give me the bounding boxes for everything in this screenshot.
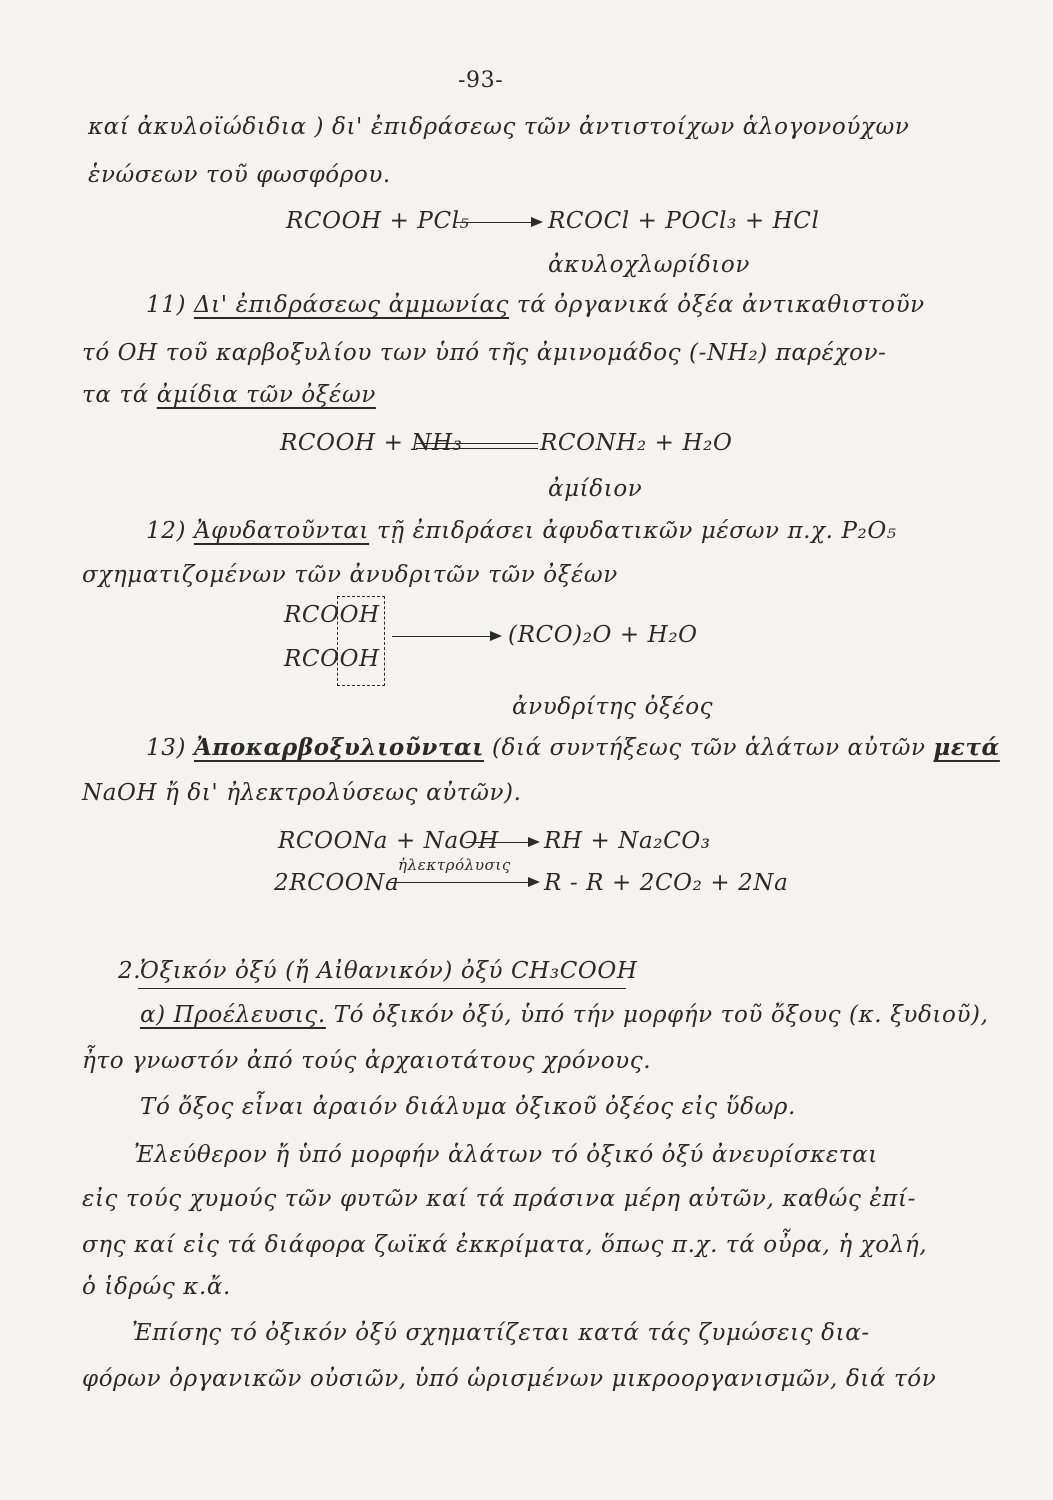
equation-1-right: RCOCl + POCl₃ + HCl — [548, 208, 820, 234]
equation-4-arrow — [466, 842, 538, 843]
text-line-1: καί ἀκυλοϊώδιδια ) δι' ἐπιδράσεως τῶν ἀντιστοίχων ἁλογονούχων — [88, 114, 910, 140]
section-2-underline — [138, 988, 626, 989]
equation-2-product-name: ἀμίδιον — [548, 476, 643, 502]
subsection-a-line-6: σης καί εἰς τά διάφορα ζωϊκά ἐκκρίματα, ὅπως π.χ. τά οὖρα, ἡ χολή, — [82, 1232, 928, 1258]
paragraph-11-line-3 — [82, 382, 376, 408]
subsection-a-line-3: Τό ὄξος εἶναι ἀραιόν διάλυμα ὀξικοῦ ὀξέος εἰς ὕδωρ. — [140, 1094, 796, 1120]
paragraph-13-line-2: NaOH ἤ δι' ἠλεκτρολύσεως αὐτῶν). — [82, 780, 522, 806]
equation-3-product-name: ἀνυδρίτης ὀξέος — [512, 694, 714, 720]
paragraph-12-text: τῇ ἐπιδράσει ἀφυδατικῶν μέσων π.χ. P₂O₅ — [376, 518, 897, 544]
subsection-a-text: Τό ὀξικόν ὀξύ, ὑπό τήν μορφήν τοῦ ὄξους (κ. ξυδιοῦ), — [333, 1002, 989, 1028]
subsection-a-line-2: ἦτο γνωστόν ἀπό τούς ἀρχαιοτάτους χρόνους. — [82, 1048, 652, 1074]
paragraph-12-heading: Ἀφυδατοῦνται — [193, 518, 370, 544]
paragraph-11-line-2: τό OH τοῦ καρβοξυλίου των ὑπό τῆς ἀμινομάδος (-NH₂) παρέχον- — [82, 340, 887, 366]
paragraph-12-line-1 — [146, 518, 897, 544]
subsection-a-line-1 — [140, 1002, 989, 1028]
equation-3-arrow — [392, 636, 500, 637]
paragraph-13-line-1 — [146, 734, 1000, 761]
paragraph-11-line-1 — [146, 292, 925, 318]
section-2-number: 2. — [118, 958, 142, 984]
section-2-title: Ὀξικόν ὀξύ (ἤ Αἰθανικόν) ὀξύ CH₃COOH — [140, 958, 638, 984]
equation-1-product-name: ἀκυλοχλωρίδιον — [548, 252, 750, 278]
equation-3-bottom-h: H — [359, 646, 380, 672]
equation-2-left: RCOOH + NH₃ — [280, 430, 463, 456]
subsection-a-line-9: φόρων ὀργανικῶν οὐσιῶν, ὑπό ὡρισμένων μικροοργανισμῶν, διά τόν — [82, 1366, 937, 1392]
paragraph-11-line-3-prefix: τα τά — [82, 382, 149, 408]
equation-3-bottom-group: RCOO — [284, 646, 360, 672]
equation-5-arrow — [388, 882, 538, 883]
equation-5-right: R - R + 2CO₂ + 2Na — [544, 870, 789, 896]
equation-3-top-oh: OH — [339, 602, 380, 628]
subsection-a-line-7: ὁ ἱδρώς κ.ἄ. — [82, 1274, 231, 1300]
equation-5-left: 2RCOONa — [274, 870, 400, 896]
equation-1-arrow — [455, 222, 541, 223]
equation-2-right: RCONH₂ + H₂O — [540, 430, 733, 456]
paragraph-12-number: 12) — [146, 518, 187, 544]
subsection-a-line-4: Ἐλεύθερον ἤ ὑπό μορφήν ἁλάτων τό ὀξικό ὀξύ ἀνευρίσκεται — [134, 1142, 878, 1168]
equation-3-right: (RCO)₂O + H₂O — [508, 622, 698, 648]
equation-3-top-group: RCO — [284, 602, 340, 628]
subsection-a-line-8: Ἐπίσης τό ὀξικόν ὀξύ σχηματίζεται κατά τάς ζυμώσεις δια- — [132, 1320, 870, 1346]
text-line-2: ἑνώσεων τοῦ φωσφόρου. — [88, 162, 391, 188]
paragraph-13-number: 13) — [146, 735, 187, 761]
paragraph-11-underlined: ἀμίδια τῶν ὀξέων — [156, 382, 376, 408]
paragraph-13-text: (διά συντήξεως τῶν ἁλάτων αὐτῶν — [491, 735, 926, 761]
equation-3-water-box — [337, 596, 385, 686]
equation-1-left: RCOOH + PCl₅ — [286, 208, 470, 234]
paragraph-12-line-2: σχηματιζομένων τῶν ἀνυδριτῶν τῶν ὀξέων — [82, 562, 618, 588]
paragraph-11-heading: Δι' ἐπιδράσεως ἀμμωνίας — [193, 292, 509, 318]
equation-4-right: RH + Na₂CO₃ — [544, 828, 711, 854]
equation-5-condition: ἠλεκτρόλυσις — [398, 856, 511, 874]
paragraph-13-emphasis: μετά — [933, 734, 1000, 761]
paragraph-11-text: τά ὀργανικά ὀξέα ἀντικαθιστοῦν — [516, 292, 925, 318]
equation-4-left: RCOONa + NaOH — [278, 828, 499, 854]
page-number: -93- — [458, 68, 504, 93]
paragraph-11-number: 11) — [146, 292, 187, 318]
paragraph-13-heading: Ἀποκαρβοξυλιοῦνται — [193, 734, 485, 761]
subsection-a-line-5: εἰς τούς χυμούς τῶν φυτῶν καί τά πράσινα μέρη αὐτῶν, καθώς ἐπί- — [82, 1186, 916, 1212]
subsection-a-label: α) Προέλευσις. — [140, 1002, 326, 1028]
